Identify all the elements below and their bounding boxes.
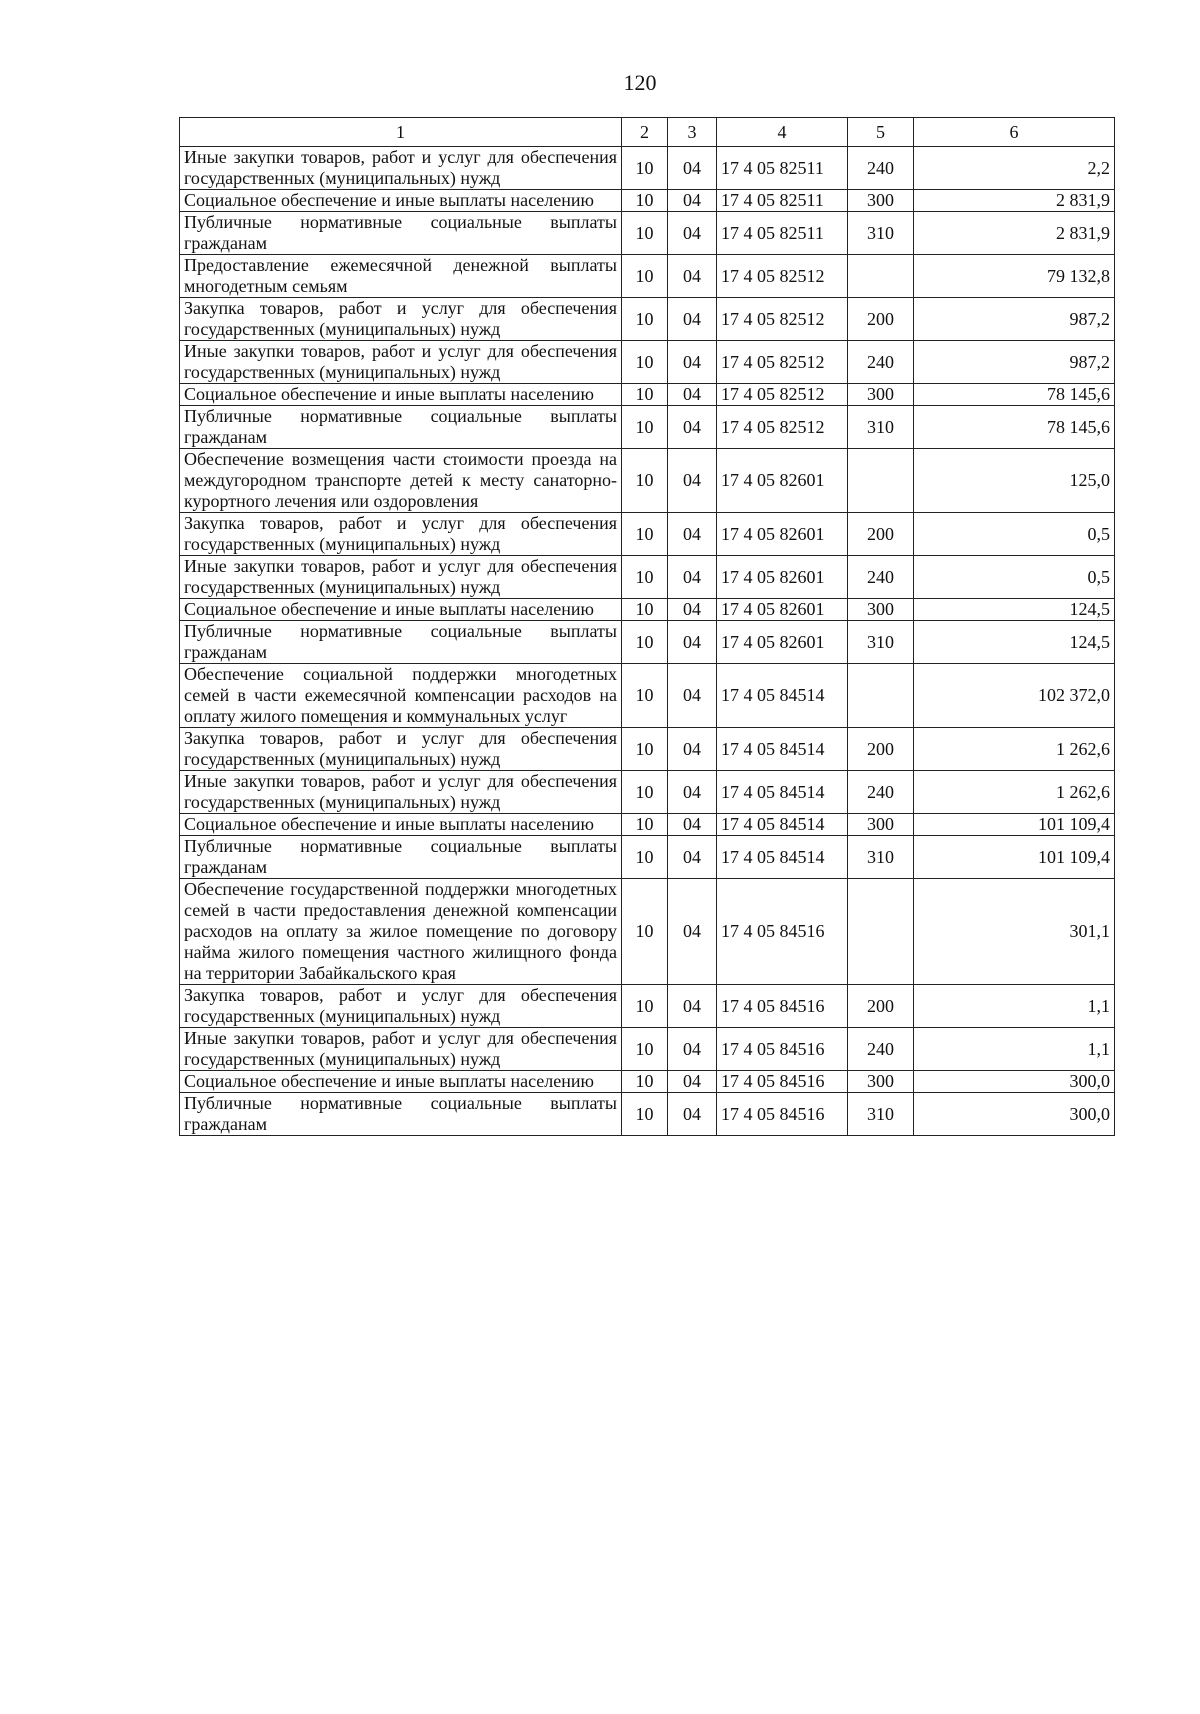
column-header-6: 6	[914, 118, 1115, 147]
target-article-cell: 17 4 05 84514	[717, 836, 848, 879]
subsection-code-cell: 04	[668, 255, 717, 298]
subsection-code-cell: 04	[668, 1028, 717, 1071]
amount-cell: 102 372,0	[914, 664, 1115, 728]
target-article-cell: 17 4 05 82511	[717, 212, 848, 255]
expense-type-cell: 310	[848, 406, 914, 449]
amount-cell: 1,1	[914, 1028, 1115, 1071]
expense-name-cell: Обеспечение государственной поддержки многодетных семей в части предоставления денежной компенсации расходов на оплату за жилое помещение по договору найма жилого помещения частного жилищного фонда на территории Забайкальского края	[180, 879, 622, 985]
subsection-code-cell: 04	[668, 814, 717, 836]
expense-type-cell: 240	[848, 771, 914, 814]
subsection-code-cell: 04	[668, 621, 717, 664]
target-article-cell: 17 4 05 84514	[717, 814, 848, 836]
amount-cell: 1,1	[914, 985, 1115, 1028]
table-row	[180, 449, 1115, 513]
expense-name-cell: Закупка товаров, работ и услуг для обеспечения государственных (муниципальных) нужд	[180, 513, 622, 556]
column-header-4: 4	[717, 118, 848, 147]
table-row	[180, 771, 1115, 814]
expense-name-cell: Публичные нормативные социальные выплаты гражданам	[180, 621, 622, 664]
table-row	[180, 985, 1115, 1028]
amount-cell: 0,5	[914, 513, 1115, 556]
column-header-2: 2	[622, 118, 668, 147]
budget-table	[179, 117, 1115, 1136]
section-code-cell: 10	[622, 556, 668, 599]
expense-name-cell: Социальное обеспечение и иные выплаты населению	[180, 190, 622, 212]
target-article-cell: 17 4 05 82512	[717, 406, 848, 449]
amount-cell: 2 831,9	[914, 190, 1115, 212]
section-code-cell: 10	[622, 384, 668, 406]
expense-type-cell: 240	[848, 1028, 914, 1071]
target-article-cell: 17 4 05 82601	[717, 513, 848, 556]
table-row	[180, 513, 1115, 556]
expense-type-cell: 310	[848, 212, 914, 255]
table-row	[180, 1071, 1115, 1093]
expense-name-cell: Социальное обеспечение и иные выплаты населению	[180, 814, 622, 836]
table-row	[180, 836, 1115, 879]
section-code-cell: 10	[622, 728, 668, 771]
amount-cell: 300,0	[914, 1071, 1115, 1093]
column-header-5: 5	[848, 118, 914, 147]
amount-cell: 300,0	[914, 1093, 1115, 1136]
expense-type-cell: 200	[848, 985, 914, 1028]
amount-cell: 2 831,9	[914, 212, 1115, 255]
table-row	[180, 406, 1115, 449]
section-code-cell: 10	[622, 836, 668, 879]
table-row	[180, 599, 1115, 621]
expense-name-cell: Социальное обеспечение и иные выплаты населению	[180, 599, 622, 621]
amount-cell: 1 262,6	[914, 728, 1115, 771]
amount-cell: 987,2	[914, 341, 1115, 384]
expense-name-cell: Обеспечение социальной поддержки многодетных семей в части ежемесячной компенсации расходов на оплату жилого помещения и коммунальных услуг	[180, 664, 622, 728]
expense-name-cell: Иные закупки товаров, работ и услуг для обеспечения государственных (муниципальных) нужд	[180, 1028, 622, 1071]
table-row	[180, 190, 1115, 212]
expense-type-cell	[848, 449, 914, 513]
section-code-cell: 10	[622, 147, 668, 190]
expense-type-cell: 240	[848, 147, 914, 190]
subsection-code-cell: 04	[668, 384, 717, 406]
expense-type-cell: 240	[848, 341, 914, 384]
expense-name-cell: Закупка товаров, работ и услуг для обеспечения государственных (муниципальных) нужд	[180, 728, 622, 771]
target-article-cell: 17 4 05 84516	[717, 1071, 848, 1093]
amount-cell: 79 132,8	[914, 255, 1115, 298]
table-row	[180, 814, 1115, 836]
subsection-code-cell: 04	[668, 212, 717, 255]
expense-type-cell	[848, 879, 914, 985]
amount-cell: 101 109,4	[914, 836, 1115, 879]
expense-type-cell: 310	[848, 836, 914, 879]
column-header-1: 1	[180, 118, 622, 147]
expense-name-cell: Закупка товаров, работ и услуг для обеспечения государственных (муниципальных) нужд	[180, 298, 622, 341]
section-code-cell: 10	[622, 985, 668, 1028]
section-code-cell: 10	[622, 1028, 668, 1071]
target-article-cell: 17 4 05 82601	[717, 599, 848, 621]
expense-type-cell: 200	[848, 298, 914, 341]
amount-cell: 101 109,4	[914, 814, 1115, 836]
section-code-cell: 10	[622, 814, 668, 836]
subsection-code-cell: 04	[668, 1093, 717, 1136]
expense-name-cell: Публичные нормативные социальные выплаты гражданам	[180, 406, 622, 449]
subsection-code-cell: 04	[668, 879, 717, 985]
target-article-cell: 17 4 05 84514	[717, 771, 848, 814]
expense-name-cell: Публичные нормативные социальные выплаты гражданам	[180, 836, 622, 879]
table-row	[180, 341, 1115, 384]
target-article-cell: 17 4 05 82512	[717, 341, 848, 384]
target-article-cell: 17 4 05 82512	[717, 384, 848, 406]
expense-type-cell: 200	[848, 513, 914, 556]
target-article-cell: 17 4 05 82512	[717, 298, 848, 341]
table-row	[180, 384, 1115, 406]
table-row	[180, 1093, 1115, 1136]
page-number: 120	[623, 70, 657, 95]
target-article-cell: 17 4 05 82511	[717, 190, 848, 212]
subsection-code-cell: 04	[668, 513, 717, 556]
expense-type-cell: 240	[848, 556, 914, 599]
expense-type-cell: 310	[848, 621, 914, 664]
amount-cell: 987,2	[914, 298, 1115, 341]
expense-type-cell: 300	[848, 384, 914, 406]
expense-name-cell: Закупка товаров, работ и услуг для обеспечения государственных (муниципальных) нужд	[180, 985, 622, 1028]
target-article-cell: 17 4 05 84514	[717, 728, 848, 771]
amount-cell: 2,2	[914, 147, 1115, 190]
target-article-cell: 17 4 05 84516	[717, 1093, 848, 1136]
section-code-cell: 10	[622, 599, 668, 621]
subsection-code-cell: 04	[668, 771, 717, 814]
section-code-cell: 10	[622, 771, 668, 814]
section-code-cell: 10	[622, 1093, 668, 1136]
subsection-code-cell: 04	[668, 599, 717, 621]
subsection-code-cell: 04	[668, 298, 717, 341]
expense-type-cell: 300	[848, 599, 914, 621]
expense-name-cell: Предоставление ежемесячной денежной выплаты многодетным семьям	[180, 255, 622, 298]
section-code-cell: 10	[622, 298, 668, 341]
subsection-code-cell: 04	[668, 406, 717, 449]
expense-name-cell: Иные закупки товаров, работ и услуг для обеспечения государственных (муниципальных) нужд	[180, 771, 622, 814]
target-article-cell: 17 4 05 84514	[717, 664, 848, 728]
subsection-code-cell: 04	[668, 1071, 717, 1093]
amount-cell: 78 145,6	[914, 384, 1115, 406]
table-row	[180, 556, 1115, 599]
table-row	[180, 664, 1115, 728]
table-row	[180, 1028, 1115, 1071]
table-row	[180, 879, 1115, 985]
table-row	[180, 621, 1115, 664]
section-code-cell: 10	[622, 406, 668, 449]
expense-type-cell: 300	[848, 814, 914, 836]
section-code-cell: 10	[622, 449, 668, 513]
expense-name-cell: Иные закупки товаров, работ и услуг для обеспечения государственных (муниципальных) нужд	[180, 147, 622, 190]
expense-type-cell	[848, 664, 914, 728]
expense-type-cell	[848, 255, 914, 298]
section-code-cell: 10	[622, 190, 668, 212]
expense-name-cell: Социальное обеспечение и иные выплаты населению	[180, 384, 622, 406]
amount-cell: 78 145,6	[914, 406, 1115, 449]
section-code-cell: 10	[622, 879, 668, 985]
target-article-cell: 17 4 05 82511	[717, 147, 848, 190]
target-article-cell: 17 4 05 84516	[717, 1028, 848, 1071]
subsection-code-cell: 04	[668, 836, 717, 879]
expense-type-cell: 200	[848, 728, 914, 771]
target-article-cell: 17 4 05 84516	[717, 985, 848, 1028]
table-row	[180, 147, 1115, 190]
expense-name-cell: Социальное обеспечение и иные выплаты населению	[180, 1071, 622, 1093]
expense-name-cell: Иные закупки товаров, работ и услуг для обеспечения государственных (муниципальных) нужд	[180, 341, 622, 384]
expense-name-cell: Иные закупки товаров, работ и услуг для обеспечения государственных (муниципальных) нужд	[180, 556, 622, 599]
target-article-cell: 17 4 05 82601	[717, 449, 848, 513]
amount-cell: 301,1	[914, 879, 1115, 985]
table-row	[180, 212, 1115, 255]
section-code-cell: 10	[622, 341, 668, 384]
section-code-cell: 10	[622, 1071, 668, 1093]
subsection-code-cell: 04	[668, 341, 717, 384]
amount-cell: 125,0	[914, 449, 1115, 513]
target-article-cell: 17 4 05 82601	[717, 556, 848, 599]
expense-type-cell: 310	[848, 1093, 914, 1136]
subsection-code-cell: 04	[668, 664, 717, 728]
table-body	[180, 147, 1115, 1136]
column-header-3: 3	[668, 118, 717, 147]
expense-name-cell: Обеспечение возмещения части стоимости проезда на междугородном транспорте детей к месту санаторно-курортного лечения или оздоровления	[180, 449, 622, 513]
table-row	[180, 255, 1115, 298]
subsection-code-cell: 04	[668, 190, 717, 212]
target-article-cell: 17 4 05 84516	[717, 879, 848, 985]
amount-cell: 0,5	[914, 556, 1115, 599]
section-code-cell: 10	[622, 255, 668, 298]
target-article-cell: 17 4 05 82512	[717, 255, 848, 298]
subsection-code-cell: 04	[668, 147, 717, 190]
section-code-cell: 10	[622, 513, 668, 556]
section-code-cell: 10	[622, 212, 668, 255]
expense-type-cell: 300	[848, 190, 914, 212]
amount-cell: 124,5	[914, 621, 1115, 664]
subsection-code-cell: 04	[668, 449, 717, 513]
expense-type-cell: 300	[848, 1071, 914, 1093]
table-row	[180, 298, 1115, 341]
section-code-cell: 10	[622, 621, 668, 664]
table-header-row	[180, 118, 1115, 147]
section-code-cell: 10	[622, 664, 668, 728]
expense-name-cell: Публичные нормативные социальные выплаты гражданам	[180, 1093, 622, 1136]
target-article-cell: 17 4 05 82601	[717, 621, 848, 664]
amount-cell: 1 262,6	[914, 771, 1115, 814]
subsection-code-cell: 04	[668, 728, 717, 771]
subsection-code-cell: 04	[668, 985, 717, 1028]
table-row	[180, 728, 1115, 771]
amount-cell: 124,5	[914, 599, 1115, 621]
subsection-code-cell: 04	[668, 556, 717, 599]
expense-name-cell: Публичные нормативные социальные выплаты гражданам	[180, 212, 622, 255]
